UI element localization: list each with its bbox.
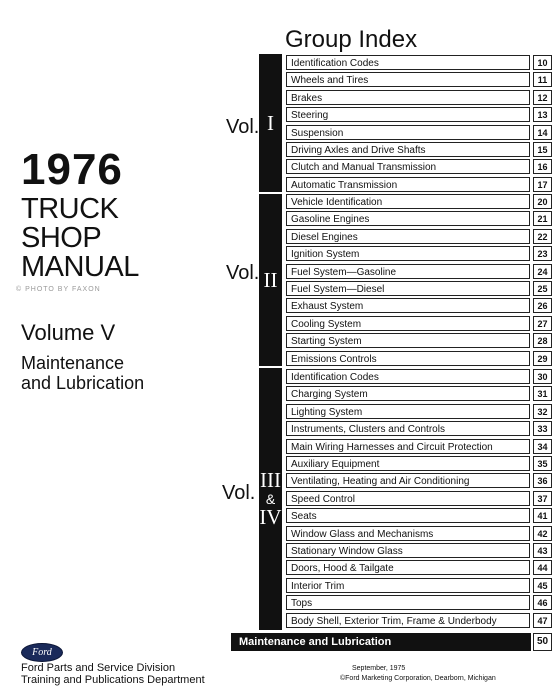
group-number: 32: [533, 404, 552, 419]
group-number: 11: [533, 72, 552, 87]
volume-bar-vol1: [259, 54, 282, 192]
division-line: Ford Parts and Service Division: [21, 662, 176, 674]
group-number: 35: [533, 456, 552, 471]
index-row: Suspension: [286, 125, 530, 140]
group-number: 44: [533, 560, 552, 575]
index-row: Auxiliary Equipment: [286, 456, 530, 471]
group-number: 13: [533, 107, 552, 122]
index-row: Vehicle Identification: [286, 194, 530, 209]
group-number: 21: [533, 211, 552, 226]
subtitle-line: Maintenance: [21, 353, 125, 373]
index-row: Speed Control: [286, 491, 530, 506]
index-row: Main Wiring Harnesses and Circuit Protection: [286, 439, 530, 454]
index-row: Emissions Controls: [286, 351, 530, 366]
copyright-line: ©Ford Marketing Corporation, Dearborn, Michigan: [340, 675, 496, 682]
index-row: Clutch and Manual Transmission: [286, 159, 530, 174]
volume-label-vol3-4: Vol.: [222, 482, 256, 504]
group-number: 45: [533, 578, 552, 593]
index-row: Wheels and Tires: [286, 72, 530, 87]
volume-label-vol2: Vol.: [226, 262, 260, 284]
index-row: Cooling System: [286, 316, 530, 331]
index-row: Fuel System—Gasoline: [286, 264, 530, 279]
index-row: Interior Trim: [286, 578, 530, 593]
ford-logo: Ford: [21, 643, 63, 662]
volume-numeral: II: [263, 267, 278, 292]
publication-date: September, 1975: [352, 665, 406, 672]
title-line: MANUAL: [21, 251, 139, 283]
group-number: 46: [533, 595, 552, 610]
group-number: 36: [533, 473, 552, 488]
index-row: Starting System: [286, 333, 530, 348]
index-row: Fuel System—Diesel: [286, 281, 530, 296]
index-row: Instruments, Clusters and Controls: [286, 421, 530, 436]
index-row: Ignition System: [286, 246, 530, 261]
photo-watermark: © PHOTO BY FAXON: [16, 286, 101, 293]
index-row: Doors, Hood & Tailgate: [286, 560, 530, 575]
title-line: TRUCK: [21, 193, 119, 225]
group-number: 23: [533, 246, 552, 261]
group-number: 37: [533, 491, 552, 506]
group-number: 42: [533, 526, 552, 541]
group-number: 26: [533, 298, 552, 313]
volume-bar-vol3-4: [259, 368, 282, 630]
group-number: 34: [533, 439, 552, 454]
volume-label-vol1: Vol.: [226, 116, 260, 138]
index-row: Body Shell, Exterior Trim, Frame & Underbody: [286, 613, 530, 628]
group-number: 24: [533, 264, 552, 279]
index-row: Automatic Transmission: [286, 177, 530, 192]
index-row: Steering: [286, 107, 530, 122]
volume-label: Volume V: [21, 320, 116, 345]
index-row: Charging System: [286, 386, 530, 401]
group-number: 20: [533, 194, 552, 209]
index-row: Gasoline Engines: [286, 211, 530, 226]
group-number: 29: [533, 351, 552, 366]
cover-year: 1976: [21, 145, 123, 194]
group-number: 15: [533, 142, 552, 157]
index-row: Driving Axles and Drive Shafts: [286, 142, 530, 157]
volume-numeral: I: [267, 110, 274, 135]
maintenance-group-number: 50: [533, 633, 552, 651]
group-index-heading: Group Index: [285, 26, 418, 53]
title-line: SHOP: [21, 222, 102, 254]
maintenance-lubrication-bar: Maintenance and Lubrication: [231, 633, 531, 651]
group-number: 25: [533, 281, 552, 296]
group-number: 27: [533, 316, 552, 331]
group-number: 17: [533, 177, 552, 192]
index-row: Lighting System: [286, 404, 530, 419]
group-number: 22: [533, 229, 552, 244]
department-line: Training and Publications Department: [21, 674, 205, 686]
group-number: 43: [533, 543, 552, 558]
subtitle-line: and Lubrication: [21, 373, 145, 393]
group-number: 47: [533, 613, 552, 628]
index-row: Tops: [286, 595, 530, 610]
group-number: 14: [533, 125, 552, 140]
group-number: 12: [533, 90, 552, 105]
index-row: Brakes: [286, 90, 530, 105]
index-row: Exhaust System: [286, 298, 530, 313]
volume-numeral: &: [265, 491, 276, 507]
index-row: Window Glass and Mechanisms: [286, 526, 530, 541]
group-number: 31: [533, 386, 552, 401]
index-row: Seats: [286, 508, 530, 523]
volume-bar-vol2: [259, 194, 282, 366]
index-row: Diesel Engines: [286, 229, 530, 244]
index-row: Stationary Window Glass: [286, 543, 530, 558]
group-number: 10: [533, 55, 552, 70]
group-number: 28: [533, 333, 552, 348]
volume-numeral: III: [260, 468, 281, 492]
index-row: Ventilating, Heating and Air Conditioning: [286, 473, 530, 488]
group-number: 33: [533, 421, 552, 436]
index-row: Identification Codes: [286, 55, 530, 70]
volume-numeral: IV: [259, 505, 282, 529]
group-number: 16: [533, 159, 552, 174]
index-row: Identification Codes: [286, 369, 530, 384]
group-number: 41: [533, 508, 552, 523]
group-number: 30: [533, 369, 552, 384]
